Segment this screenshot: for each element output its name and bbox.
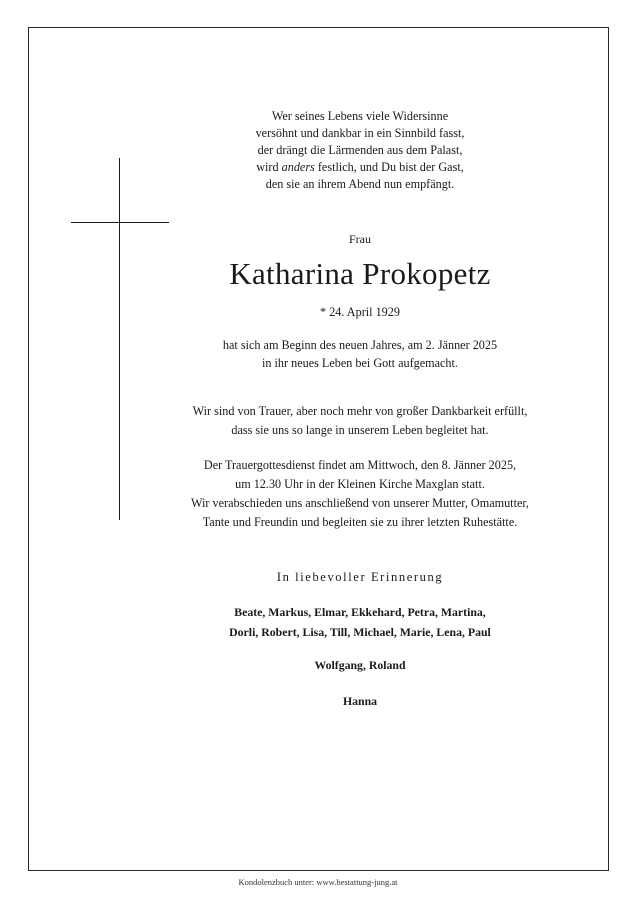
service-line-1: Der Trauergottesdienst findet am Mittwoch, den 8. Jänner 2025,: [203, 458, 517, 472]
poem-line-4-end: festlich, und Du bist der Gast,: [314, 160, 464, 174]
poem-line-4-emphasis: anders: [281, 160, 315, 174]
poem-line-2: versöhnt und dankbar in ein Sinnbild fasst,: [255, 126, 465, 140]
poem-line-4: [160, 159, 560, 176]
gratitude-line-1: Wir sind von Trauer, aber noch mehr von großer Dankbarkeit erfüllt,: [192, 404, 528, 418]
family-names: [160, 602, 560, 642]
deceased-name: Katharina Prokopetz: [229, 256, 491, 291]
poem-line-3: der drängt die Lärmenden aus dem Palast,: [257, 143, 463, 157]
poem-line-4-start: wird: [256, 160, 282, 174]
condolence-book-footer: Kondolenzbuch unter: www.bestattung-jung.at: [238, 877, 398, 887]
poem-line-1: Wer seines Lebens viele Widersinne: [271, 109, 449, 123]
service-line-4: Tante und Freundin und begleiten sie zu ihrer letzten Ruhestätte.: [202, 515, 518, 529]
gratitude-text: [160, 402, 560, 440]
family-line-2: Dorli, Robert, Lisa, Till, Michael, Marie, Lena, Paul: [229, 625, 491, 639]
poem: [160, 108, 560, 193]
family-names-3: Hanna: [342, 694, 378, 708]
name-prefix: Frau: [349, 232, 371, 246]
gratitude-line-2: dass sie uns so lange in unserem Leben begleitet hat.: [231, 423, 489, 437]
service-line-2: um 12.30 Uhr in der Kleinen Kirche Maxglan statt.: [235, 477, 485, 491]
family-names-2: Wolfgang, Roland: [314, 658, 406, 672]
birth-date: * 24. April 1929: [320, 305, 400, 319]
memory-heading: In liebevoller Erinnerung: [276, 570, 444, 584]
poem-line-5: den sie an ihrem Abend nun empfängt.: [265, 177, 455, 191]
cross-horizontal-bar: [71, 222, 169, 223]
service-line-3: Wir verabschieden uns anschließend von unserer Mutter, Omamutter,: [191, 496, 529, 510]
passing-line-1: hat sich am Beginn des neuen Jahres, am 2. Jänner 2025: [222, 338, 498, 352]
passing-line-2: in ihr neues Leben bei Gott aufgemacht.: [262, 356, 458, 370]
passing-notice: [160, 336, 560, 372]
cross-vertical-bar: [119, 158, 120, 520]
funeral-service-info: [160, 456, 560, 532]
family-line-1: Beate, Markus, Elmar, Ekkehard, Petra, Martina,: [234, 605, 486, 619]
